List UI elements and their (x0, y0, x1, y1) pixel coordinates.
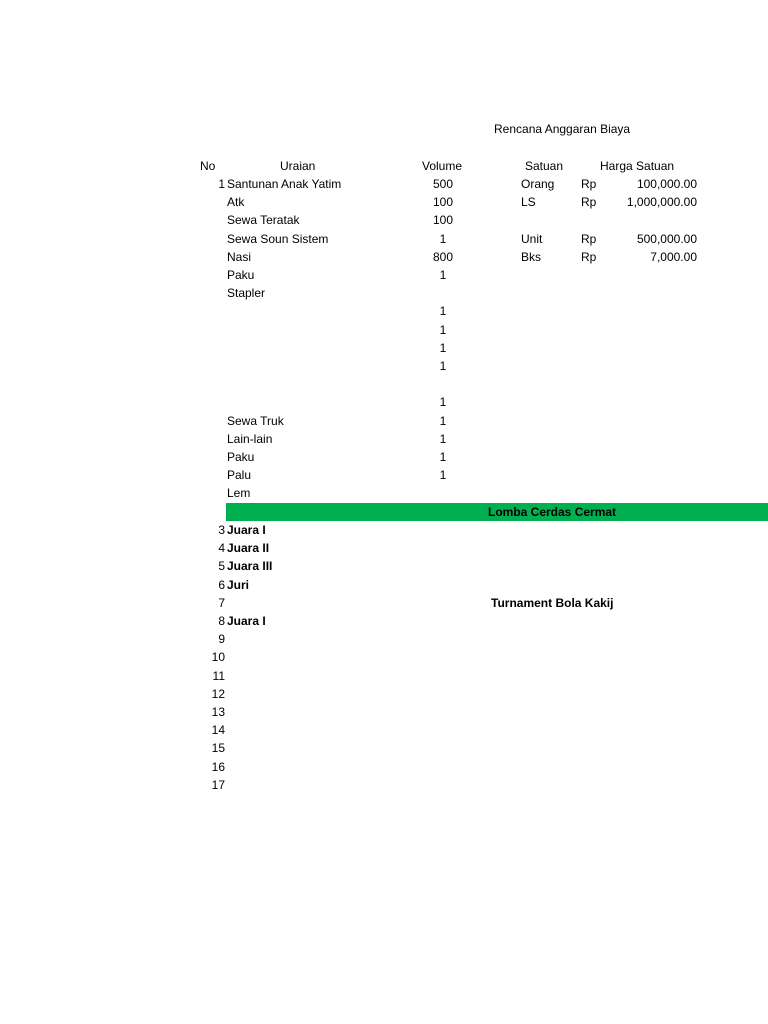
row-volume: 800 (432, 250, 454, 264)
row-uraian: Juara I (227, 523, 266, 537)
row-no: 5 (218, 559, 225, 573)
row-volume: 1 (439, 268, 447, 282)
row-rp: Rp (581, 232, 597, 246)
row-uraian: Juara I (227, 614, 266, 628)
row-harga: 500,000.00 (636, 232, 697, 246)
section-lomba-title: Lomba Cerdas Cermat (488, 505, 617, 519)
row-no: 12 (211, 687, 225, 701)
row-harga: 1,000,000.00 (626, 195, 697, 209)
row-rp: Rp (581, 177, 597, 191)
row-no: 13 (211, 705, 225, 719)
section-turnamen-title: Turnament Bola Kakij (491, 596, 614, 610)
row-satuan: LS (521, 195, 536, 209)
row-no: 3 (218, 523, 225, 537)
row-volume: 1 (439, 304, 447, 318)
row-no: 11 (212, 669, 225, 683)
row-satuan: Unit (521, 232, 543, 246)
header-uraian: Uraian (280, 159, 316, 173)
row-uraian: Sewa Soun Sistem (227, 232, 329, 246)
row-harga: 7,000.00 (650, 250, 697, 264)
row-uraian: Juri (227, 578, 250, 592)
row-satuan: Orang (521, 177, 555, 191)
row-no: 15 (211, 741, 225, 755)
header-satuan: Satuan (525, 159, 564, 173)
header-harga-satuan: Harga Satuan (600, 159, 675, 173)
row-volume: 1 (439, 468, 447, 482)
row-no: 10 (211, 650, 225, 664)
row-volume: 1 (439, 359, 447, 373)
row-uraian: Lem (227, 486, 251, 500)
row-uraian: Lain-lain (227, 432, 273, 446)
row-volume: 100 (432, 213, 454, 227)
row-uraian: Sewa Truk (227, 414, 284, 428)
row-uraian: Paku (227, 268, 255, 282)
row-no: 17 (211, 778, 225, 792)
row-volume: 1 (439, 395, 447, 409)
row-uraian: Juara III (227, 559, 273, 573)
row-volume: 500 (432, 177, 454, 191)
row-no: 6 (218, 578, 225, 592)
header-volume: Volume (422, 159, 463, 173)
row-uraian: Sewa Teratak (227, 213, 300, 227)
row-no: 9 (218, 632, 225, 646)
row-volume: 1 (439, 432, 447, 446)
row-no: 4 (218, 541, 225, 555)
row-uraian: Paku (227, 450, 255, 464)
row-uraian: Juara II (227, 541, 270, 555)
row-no: 14 (211, 723, 225, 737)
row-volume: 1 (439, 341, 447, 355)
row-uraian: Santunan Anak Yatim (227, 177, 342, 191)
row-no: 16 (211, 760, 225, 774)
sheet-title: Rencana Anggaran Biaya (494, 122, 631, 136)
header-no: No (200, 159, 216, 173)
row-no: 7 (218, 596, 225, 610)
row-no: 1 (218, 177, 225, 191)
row-rp: Rp (581, 195, 597, 209)
row-uraian: Atk (227, 195, 245, 209)
row-volume: 1 (439, 450, 447, 464)
row-no: 8 (218, 614, 225, 628)
row-rp: Rp (581, 250, 597, 264)
row-uraian: Nasi (227, 250, 252, 264)
row-uraian: Stapler (227, 286, 266, 300)
row-volume: 1 (439, 414, 447, 428)
row-volume: 1 (439, 232, 447, 246)
row-volume: 100 (432, 195, 454, 209)
row-harga: 100,000.00 (636, 177, 697, 191)
row-uraian: Palu (227, 468, 252, 482)
row-volume: 1 (439, 323, 447, 337)
row-satuan: Bks (521, 250, 542, 264)
